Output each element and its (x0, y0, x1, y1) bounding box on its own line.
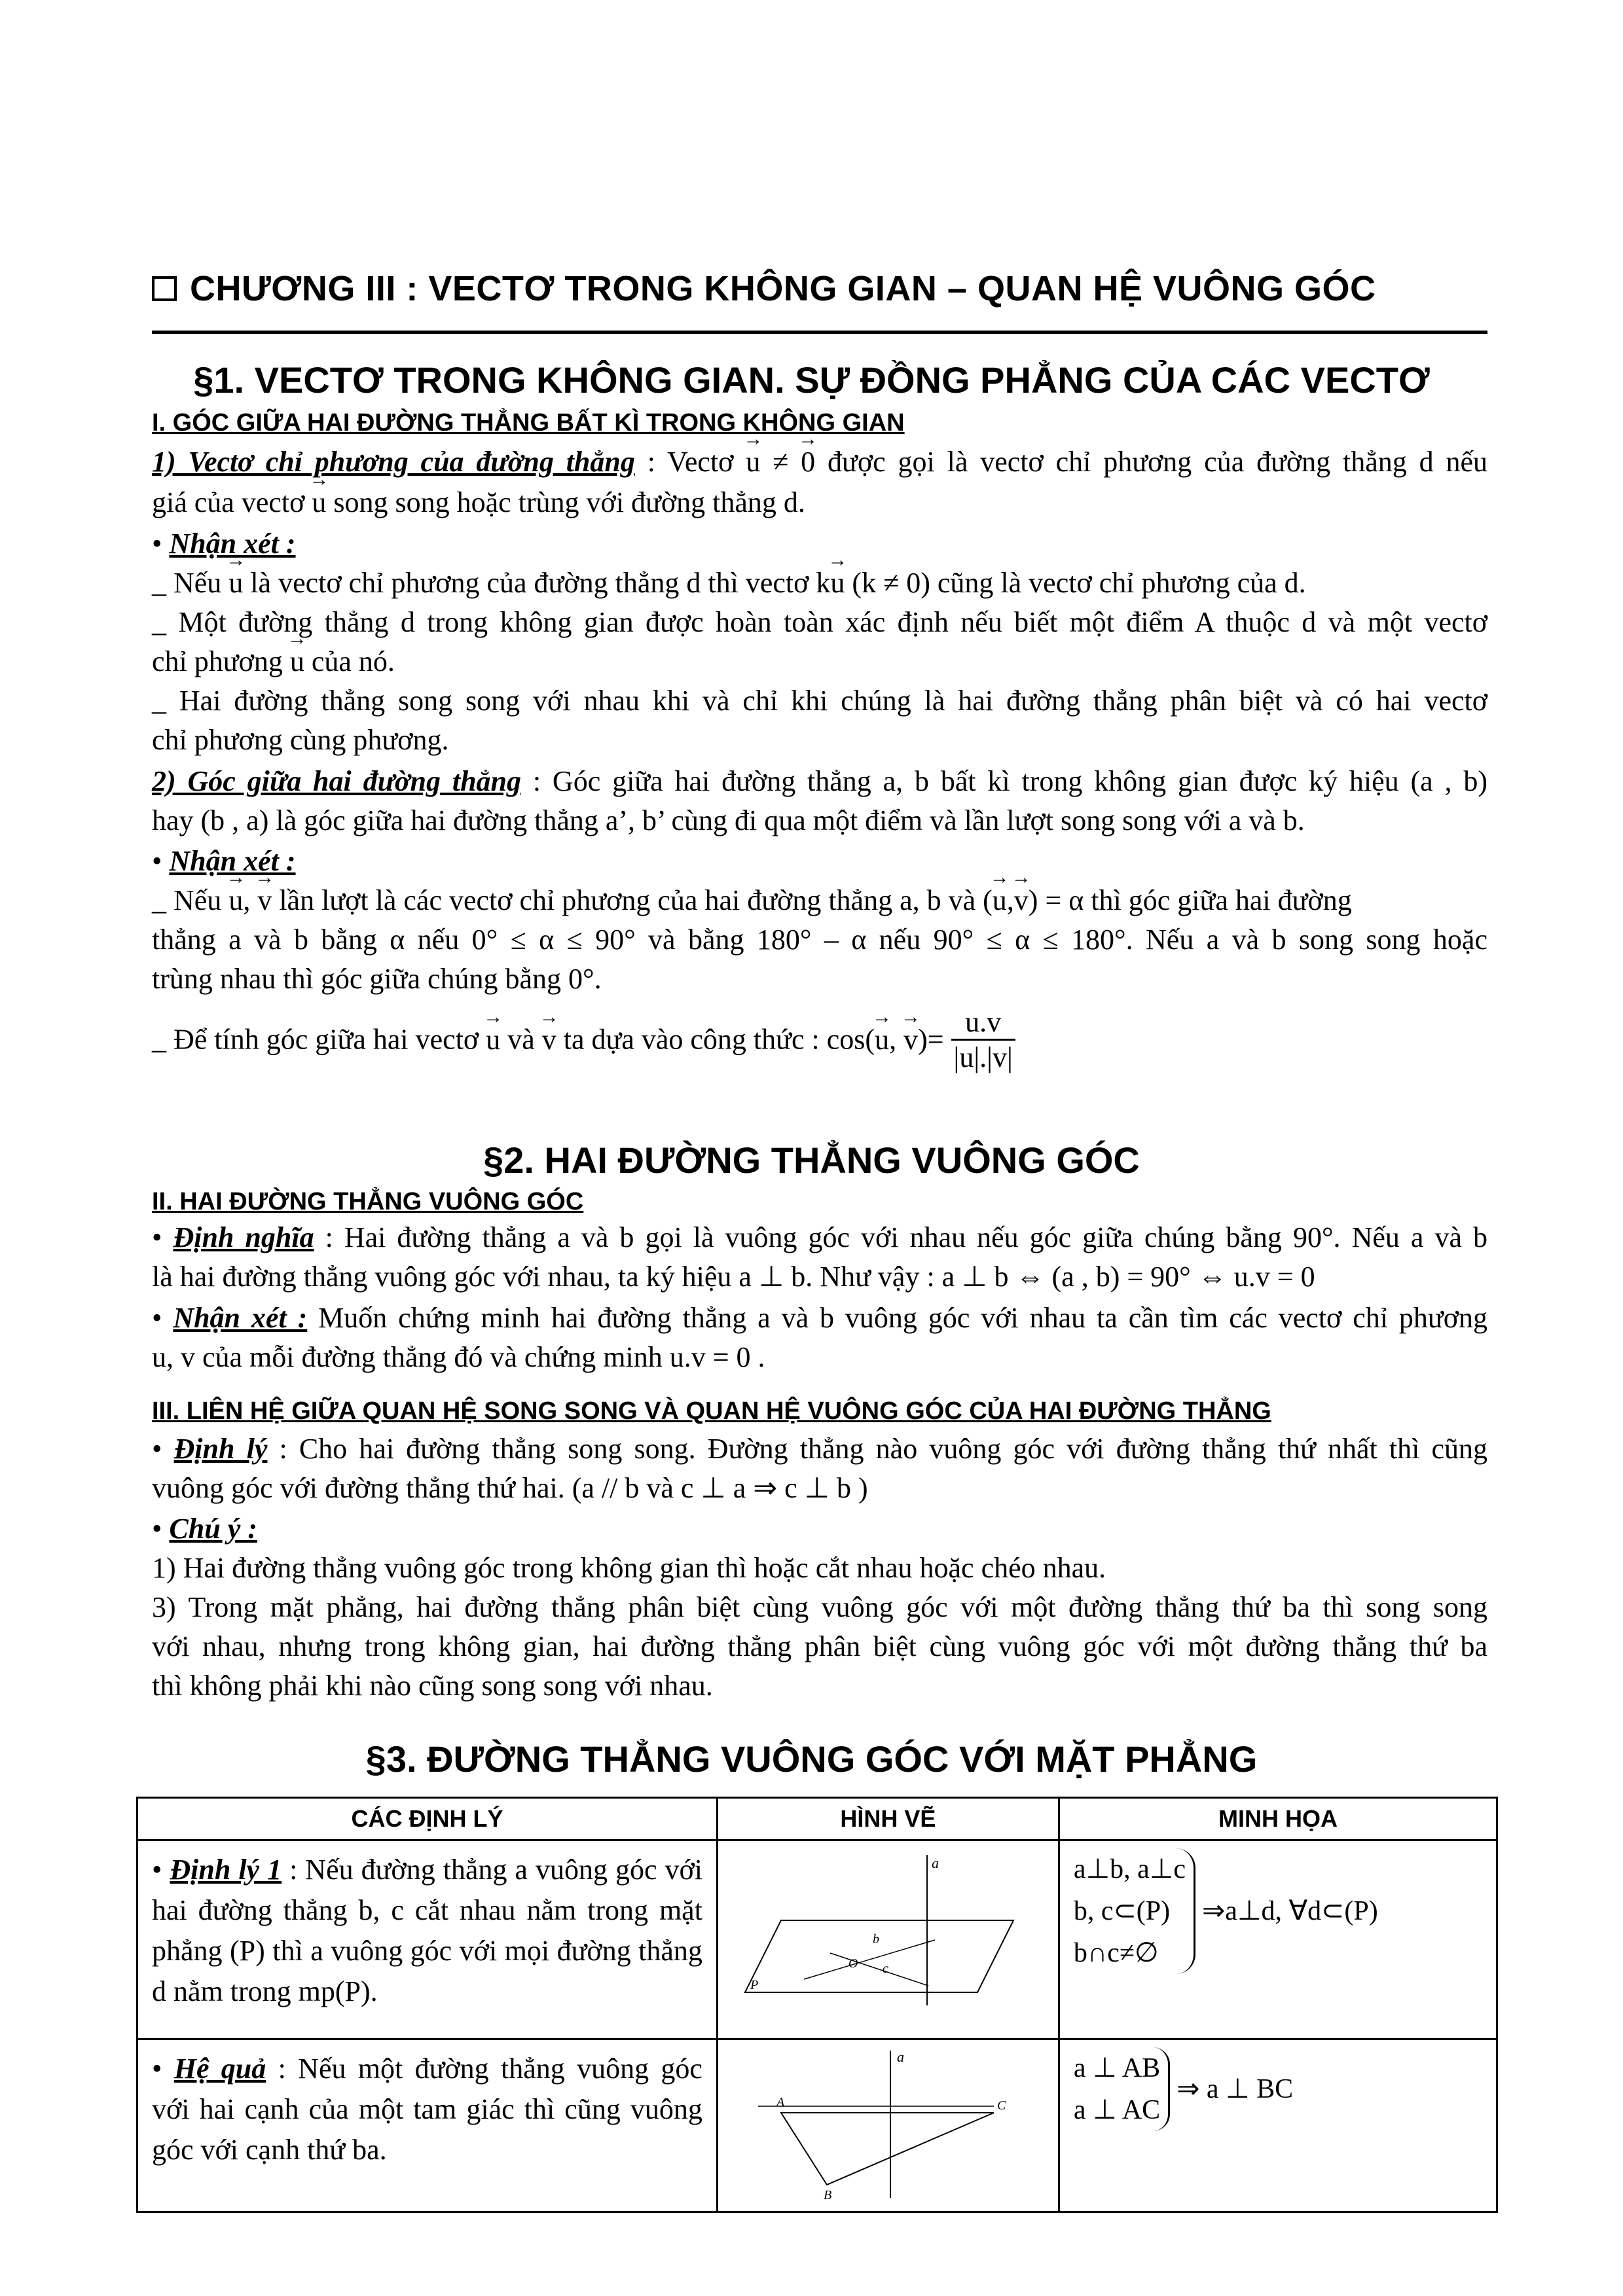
remark-line: chỉ phương → u của nó. (152, 645, 1487, 678)
note-line: với nhau, nhưng trong không gian, hai đường thẳng phân biệt cùng vuông góc với một đường thẳng thứ ba (152, 1630, 1487, 1662)
plane-p-label: P (750, 1978, 759, 1992)
illustration-result: ⇒ a ⊥ BC (1176, 2074, 1294, 2104)
remark-line: thẳng a và b bằng α nếu 0° ≤ α ≤ 90° và bằng 180° – α nếu 90° ≤ α ≤ 180°. Nếu a và b song song hoặc (152, 924, 1487, 956)
subsection-heading-3: III. LIÊN HỆ GIỮA QUAN HỆ SONG SONG VÀ QUAN HỆ VUÔNG GÓC CỦA HAI ĐƯỜNG THẲNG (152, 1397, 1271, 1425)
triangle-perpendicular-diagram (719, 2041, 1057, 2207)
illustration-cell (1059, 2039, 1497, 2212)
section-2-title: §2. HAI ĐƯỜNG THẲNG VUÔNG GÓC (483, 1139, 1140, 1181)
line-c-label: c (882, 1962, 888, 1976)
note-label: • Chú ý : (152, 1513, 257, 1545)
line-a-label: a (931, 1855, 939, 1871)
note-line: thì không phải khi nào cũng song song với nhau. (152, 1670, 713, 1702)
subsection-heading-2: II. HAI ĐƯỜNG THẲNG VUÔNG GÓC (152, 1188, 584, 1215)
chapter-title: CHƯƠNG III : VECTƠ TRONG KHÔNG GIAN – QUAN HỆ VUÔNG GÓC (152, 268, 1494, 309)
remark-line: u, v của mỗi đường thẳng đó và chứng minh u.v = 0 . (152, 1341, 765, 1373)
note-line: 3) Trong mặt phẳng, hai đường thẳng phân biệt cùng vuông góc với một đường thẳng thứ ba thì song song (152, 1591, 1487, 1623)
remark-label: • Nhận xét : (152, 528, 296, 560)
illustration-line: b∩c≠∅ (1073, 1938, 1159, 1968)
table-header-row (137, 1798, 1497, 1840)
illustration-cell (1059, 1840, 1497, 2039)
formula-line: _ Để tính góc giữa hai vectơ → u và → v ta dựa vào công thức : cos(→ u, → v)= $\frac{u.v}{|u|.|v|}$ (152, 1008, 1487, 1077)
remark-line: _ Hai đường thẳng song song với nhau khi và chỉ khi chúng là hai đường thẳng phân biệt và có hai vectơ (152, 685, 1487, 717)
illustration-line: b, c⊂(P) (1073, 1896, 1171, 1926)
remark-line: • Nhận xét : Muốn chứng minh hai đường thẳng a và b vuông góc với nhau ta cần tìm các vectơ chỉ phương (152, 1302, 1487, 1334)
plane-perpendicular-diagram (719, 1842, 1057, 2034)
definition-line: • Định nghĩa : Hai đường thẳng a và b gọi là vuông góc với nhau nếu góc giữa chúng bằng 90°. Nếu a và b (152, 1221, 1488, 1253)
header-rule (152, 331, 1487, 334)
remark-line: chỉ phương cùng phương. (152, 724, 449, 756)
header-illustration: MINH HỌA (1059, 1798, 1497, 1840)
paragraph-line: hay (b , a) là góc giữa hai đường thẳng a’, b’ cùng đi qua một điểm và lần lượt song song với a và b. (152, 804, 1305, 836)
table-row (137, 1840, 1497, 2039)
remark-line: _ Một đường thẳng d trong không gian được hoàn toàn xác định nếu biết một điểm A thuộc d và một vectơ (152, 606, 1487, 638)
illustration-line: a ⊥ AB (1073, 2053, 1161, 2083)
paragraph-line: giá của vectơ → u song song hoặc trùng với đường thẳng d. (152, 486, 1487, 519)
illustration-result: ⇒a⊥d, ∀d⊂(P) (1202, 1896, 1378, 1926)
cosine-formula: $\frac{u.v}{|u|.|v|}$ (951, 1005, 1015, 1074)
illustration-line: a ⊥ AC (1073, 2095, 1161, 2125)
note-line: 1) Hai đường thẳng vuông góc trong không gian thì hoặc cắt nhau hoặc chéo nhau. (152, 1552, 1106, 1584)
remark-label: • Nhận xét : (152, 845, 296, 877)
checkbox-icon (152, 276, 177, 301)
line-a-label: a (896, 2049, 904, 2065)
point-c-label: C (996, 2098, 1006, 2113)
theorem-line: • Định lý : Cho hai đường thẳng song song. Đường thẳng nào vuông góc với đường thẳng thứ nhất thì cũng (152, 1433, 1488, 1465)
remark-line: _ Nếu → u, → v lần lượt là các vectơ chỉ phương của hai đường thẳng a, b và (→ u,→ v) = α thì góc giữa hai đường (152, 884, 1487, 917)
point-a-label: A (776, 2095, 785, 2109)
remark-line: trùng nhau thì góc giữa chúng bằng 0°. (152, 963, 602, 995)
definition-line: là hai đường thẳng vuông góc với nhau, ta ký hiệu a ⊥ b. Như vậy : a ⊥ b ⇔ (a , b) = 90° ⇔ u.v = 0 (152, 1261, 1315, 1293)
figure-cell (717, 2039, 1059, 2212)
line-b-label: b (872, 1932, 879, 1946)
point-b-label: B (823, 2188, 832, 2202)
section-3-title: §3. ĐƯỜNG THẲNG VUÔNG GÓC VỚI MẶT PHẲNG (365, 1738, 1258, 1780)
theorem-cell: • Hệ quả : Nếu một đường thẳng vuông góc với hai cạnh của một tam giác thì cũng vuông góc với cạnh thứ ba. (137, 2039, 718, 2212)
paragraph-vector-direction: 1) Vectơ chỉ phương của đường thẳng : Vectơ → u ≠ → 0 được gọi là vectơ chỉ phương của đường thẳng d nếu (152, 445, 1487, 478)
point-o-label: O (848, 1956, 858, 1971)
header-theorems: CÁC ĐỊNH LÝ (137, 1798, 718, 1840)
theorem-cell: • Định lý 1 : Nếu đường thẳng a vuông góc với hai đường thẳng b, c cắt nhau nằm trong mặt phẳng (P) thì a vuông góc với mọi đường thẳng d nằm trong mp(P). (137, 1840, 718, 2039)
illustration-line: a⊥b, a⊥c (1073, 1854, 1186, 1884)
theorem-line: vuông góc với đường thẳng thứ hai. (a // b và c ⊥ a ⇒ c ⊥ b ) (152, 1472, 868, 1504)
section-1-title: §1. VECTƠ TRONG KHÔNG GIAN. SỰ ĐỒNG PHẲNG CỦA CÁC VECTƠ (193, 359, 1430, 401)
remark-line: _ Nếu → u là vectơ chỉ phương của đường thẳng d thì vectơ k→ u (k ≠ 0) cũng là vectơ chỉ phương của d. (152, 566, 1487, 600)
header-figure: HÌNH VẼ (717, 1798, 1059, 1840)
figure-cell (717, 1840, 1059, 2039)
paragraph-angle: 2) Góc giữa hai đường thẳng : Góc giữa hai đường thẳng a, b bất kì trong không gian được ký hiệu (a , b) (152, 765, 1488, 797)
theorem-table (136, 1797, 1498, 2213)
table-row (137, 2039, 1497, 2212)
subsection-heading-1: I. GÓC GIỮA HAI ĐƯỜNG THẲNG BẤT KÌ TRONG KHÔNG GIAN (152, 409, 905, 437)
